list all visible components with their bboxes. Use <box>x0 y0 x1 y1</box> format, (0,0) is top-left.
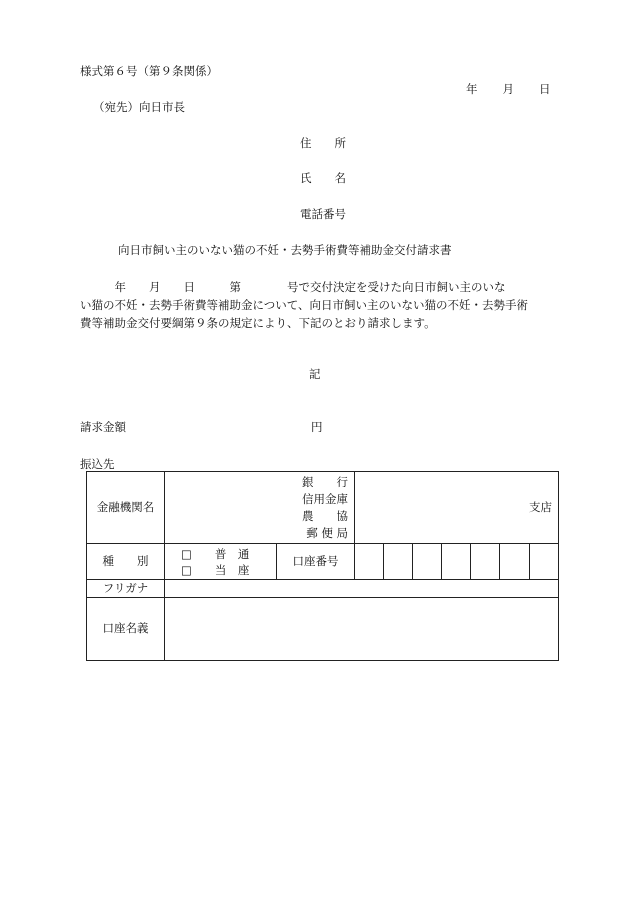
furigana-row <box>87 580 559 598</box>
account-type-current-checkbox[interactable]: □ 当 座 <box>181 562 250 577</box>
branch-label: 支店 <box>529 499 553 514</box>
account-number-label: 口座番号 <box>277 544 355 580</box>
applicant-address-label: 住 所 <box>300 136 346 150</box>
body-line-1: 年 月 日 第 号で交付決定を受けた向日市飼い主のいな <box>80 280 506 294</box>
account-number-digit-4[interactable] <box>442 544 471 580</box>
date-month: 月 <box>502 82 514 96</box>
account-number-digit-2[interactable] <box>384 544 413 580</box>
furigana-label: フリガナ <box>87 580 165 598</box>
amount-unit: 円 <box>311 420 323 434</box>
holder-row <box>87 598 559 661</box>
account-type-options <box>165 544 277 580</box>
institution-type-bank: 銀 行 <box>302 474 348 489</box>
holder-label: 口座名義 <box>87 598 165 661</box>
institution-type-post-office: 郵 便 局 <box>306 525 348 540</box>
body-line-3: 費等補助金交付要綱第９条の規定により、下記のとおり請求します。 <box>80 316 436 330</box>
institution-row <box>87 472 559 544</box>
institution-name-cell[interactable] <box>165 472 355 544</box>
amount-label: 請求金額 <box>80 420 126 434</box>
account-number-digit-7[interactable] <box>530 544 559 580</box>
applicant-name-label: 氏 名 <box>300 171 346 185</box>
account-number-digit-1[interactable] <box>355 544 384 580</box>
date-day: 日 <box>539 82 551 96</box>
account-type-row <box>87 544 559 580</box>
addressee: （宛先）向日市長 <box>93 100 185 114</box>
date-line <box>466 84 551 96</box>
institution-label: 金融機関名 <box>87 472 165 544</box>
body-line-2: い猫の不妊・去勢手術費等補助金について、向日市飼い主のいない猫の不妊・去勢手術 <box>80 298 529 312</box>
account-type-label: 種 別 <box>87 544 165 580</box>
institution-type-credit-union: 信用金庫 <box>302 491 348 506</box>
applicant-phone-label: 電話番号 <box>300 207 346 221</box>
account-type-ordinary-checkbox[interactable]: □ 普 通 <box>181 546 250 561</box>
form-number: 様式第６号（第９条関係） <box>80 64 218 78</box>
bank-account-table <box>86 471 559 661</box>
date-year: 年 <box>466 82 478 96</box>
ki-heading: 記 <box>309 367 321 381</box>
document-title: 向日市飼い主のいない猫の不妊・去勢手術費等補助金交付請求書 <box>118 243 452 257</box>
transfer-label: 振込先 <box>80 457 115 471</box>
institution-type-agri-coop: 農 協 <box>302 508 348 523</box>
holder-field[interactable] <box>165 598 559 661</box>
account-number-digit-5[interactable] <box>471 544 500 580</box>
furigana-field[interactable] <box>165 580 559 598</box>
account-number-digit-6[interactable] <box>500 544 530 580</box>
account-number-digit-3[interactable] <box>413 544 442 580</box>
branch-cell[interactable] <box>355 472 559 544</box>
